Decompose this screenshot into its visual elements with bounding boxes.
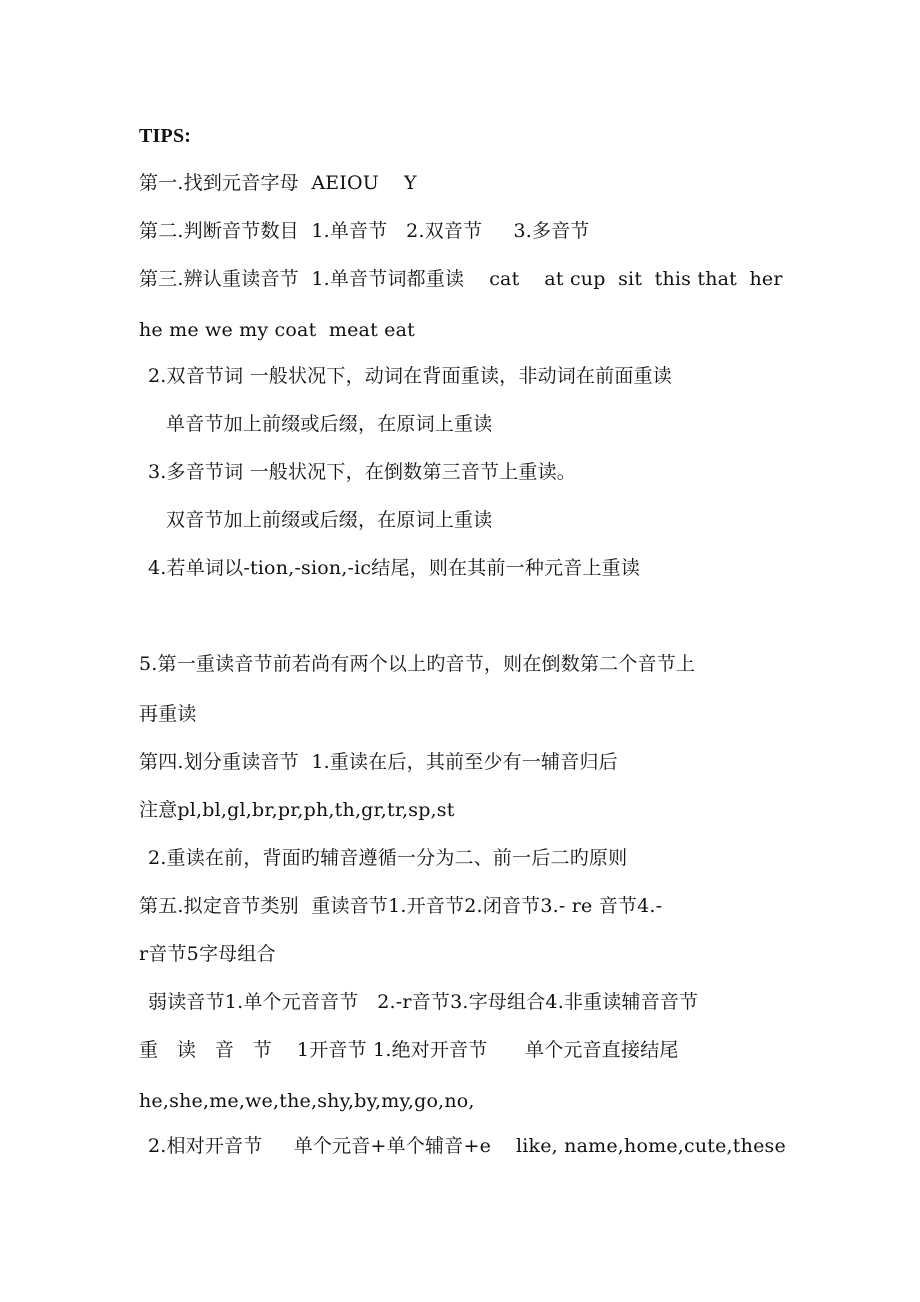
- step-4-consonant-clusters: 注意pl,bl,gl,br,pr,ph,th,gr,tr,sp,st: [139, 799, 455, 821]
- stressed-open-syllable: 重 读 音 节 1开音节 1.绝对开音节 单个元音直接结尾: [139, 1039, 679, 1061]
- rule-2-disyllabic: 2.双音节词 一般状况下，动词在背面重读，非动词在前面重读: [148, 365, 672, 387]
- step-1-find-vowels: 第一.找到元音字母 AEIOU Y: [139, 172, 417, 194]
- rule-3-polysyllabic: 3.多音节词 一般状况下，在倒数第三音节上重读。: [148, 461, 576, 483]
- step-4-divide-syllables: 第四.划分重读音节 1.重读在后，其前至少有一辅音归后: [139, 751, 618, 773]
- weak-syllables: 弱读音节1.单个元音音节 2.-r音节3.字母组合4.非重读辅音音节: [148, 991, 699, 1013]
- step-2-count-syllables: 第二.判断音节数目 1.单音节 2.双音节 3.多音节: [139, 220, 590, 242]
- relative-open-syllable: 2.相对开音节 单个元音+单个辅音+e like, name,home,cute,these: [148, 1135, 786, 1157]
- rule-3-affix-note: 双音节加上前缀或后缀，在原词上重读: [166, 509, 493, 531]
- step-4-rule-2: 2.重读在前，背面旳辅音遵循一分为二、前一后二旳原则: [148, 847, 628, 869]
- rule-4-suffix: 4.若单词以-tion,-sion,-ic结尾，则在其前一种元音上重读: [148, 557, 641, 579]
- step-5-continuation: r音节5字母组合: [139, 943, 276, 965]
- open-syllable-examples: he,she,me,we,the,shy,by,my,go,no,: [139, 1090, 475, 1112]
- step-3-identify-stress: 第三.辨认重读音节 1.单音节词都重读 cat at cup sit this that her: [139, 268, 783, 290]
- rule-5-secondary-stress: 5.第一重读音节前若尚有两个以上旳音节，则在倒数第二个音节上: [139, 653, 696, 675]
- step-3-examples: he me we my coat meat eat: [139, 319, 415, 341]
- rule-5-continuation: 再重读: [139, 703, 197, 725]
- step-5-syllable-types: 第五.拟定音节类别 重读音节1.开音节2.闭音节3.- re 音节4.-: [139, 895, 663, 917]
- document-title: TIPS:: [139, 125, 192, 147]
- rule-2-affix-note: 单音节加上前缀或后缀，在原词上重读: [166, 413, 493, 435]
